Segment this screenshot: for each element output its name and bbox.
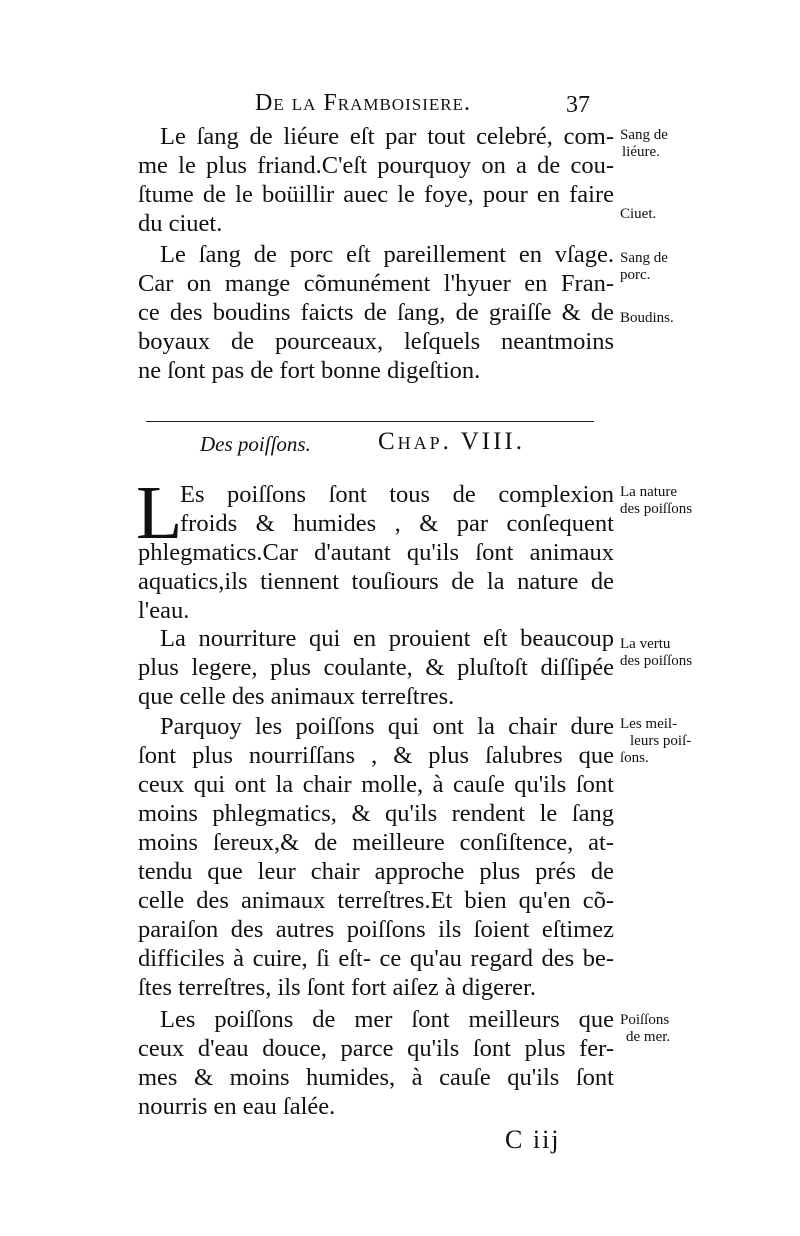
text-line: Parquoy les poiſſons qui ont la chair dure — [160, 713, 614, 740]
text-line: La nourriture qui en prouient eſt beaucoup — [160, 625, 614, 652]
text-line: Es poiſſons ſont tous de complexion — [180, 481, 614, 508]
signature-mark: C iij — [505, 1125, 561, 1154]
margin-note-ciuet — [620, 206, 730, 223]
margin-note-vertu-poissons — [620, 636, 730, 670]
text-line: Les poiſſons de mer ſont meilleurs que — [160, 1006, 614, 1033]
text-line: ſont plus nourriſſans , & plus ſalubres que — [138, 742, 614, 769]
text-line: du ciuet. — [138, 210, 223, 237]
text-line: difficiles à cuire, ſi eſt- ce qu'au regard des be- — [138, 945, 614, 972]
margin-note-sang-lievre — [620, 127, 730, 161]
paragraph-complexion — [136, 471, 614, 625]
paragraph-nourriture — [138, 624, 614, 711]
chapter-subtitle: Des poiſſons. — [200, 432, 311, 456]
margin-note-line: Poiſſons — [620, 1012, 670, 1028]
running-head: De la Framboisiere. — [255, 90, 471, 116]
drop-cap: L — [136, 471, 183, 555]
margin-note-line: des poiſſons — [620, 501, 693, 517]
margin-note-line: La vertu — [620, 636, 671, 652]
margin-note-line: porc. — [620, 267, 651, 283]
margin-note-poissons-mer — [620, 1012, 730, 1046]
text-line: paraiſon des autres poiſſons ils ſoient eſtimez — [138, 916, 614, 943]
margin-note-line: Sang de — [620, 127, 668, 143]
text-line: celle des animaux terreſtres.Et bien qu'en cõ- — [138, 887, 614, 914]
margin-note-line: liéure. — [622, 144, 660, 160]
text-line: moins phlegmatics, & qu'ils rendent le ſang — [138, 800, 614, 827]
chapter-heading — [200, 428, 620, 464]
margin-note-line: des poiſſons — [620, 653, 693, 669]
margin-note-line: Ciuet. — [620, 206, 657, 222]
margin-note-nature-poissons — [620, 484, 730, 518]
chapter-title: Chap. VIII. — [378, 428, 526, 455]
text-line: nourris en eau ſalée. — [138, 1093, 336, 1120]
page-number: 37 — [566, 92, 590, 118]
text-line: moins ſereux,& de meilleure conſiſtence, at- — [138, 829, 614, 856]
text-line: ce des boudins faicts de ſang, de graiſſe & de — [138, 299, 614, 326]
margin-note-boudins — [620, 310, 730, 327]
margin-note-line: de mer. — [626, 1029, 671, 1045]
text-line: ne ſont pas de fort bonne digeſtion. — [138, 357, 481, 384]
text-line: plus legere, plus coulante, & pluſtoſt diſſipée — [138, 654, 614, 681]
margin-note-line: La nature — [620, 484, 678, 500]
text-line: Car on mange cõmunément l'hyuer en Fran- — [138, 270, 614, 297]
margin-note-line: Boudins. — [620, 310, 674, 326]
text-line: tendu que leur chair approche plus prés de — [138, 858, 614, 885]
margin-note-sang-porc — [620, 250, 730, 284]
text-line: que celle des animaux terreſtres. — [138, 683, 455, 710]
text-line: ceux qui ont la chair molle, à cauſe qu'ils ſont — [138, 771, 614, 798]
text-line: Le ſang de liéure eſt par tout celebré, com- — [160, 123, 614, 150]
paragraph-sang-porc — [138, 240, 614, 385]
margin-note-line: ſons. — [620, 750, 649, 766]
text-line: ſtume de le boüillir auec le foye, pour en faire — [138, 181, 614, 208]
margin-note-line: Sang de — [620, 250, 668, 266]
text-line: me le plus friand.C'eſt pourquoy on a de cou- — [138, 152, 614, 179]
paragraph-chair-dure — [138, 712, 614, 1002]
text-line: froids & humides , & par conſequent — [180, 510, 614, 537]
text-line: Le ſang de porc eſt pareillement en vſage. — [160, 241, 614, 268]
text-line: ceux d'eau douce, parce qu'ils ſont plus fer- — [138, 1035, 614, 1062]
section-divider — [146, 421, 594, 422]
paragraph-sang-lievre — [138, 122, 614, 238]
text-line: aquatics,ils tiennent touſiours de la nature de — [138, 568, 614, 595]
text-line: mes & moins humides, à cauſe qu'ils ſont — [138, 1064, 614, 1091]
margin-note-line: leurs poiſ- — [630, 733, 692, 749]
text-line: l'eau. — [138, 597, 190, 624]
text-line: ſtes terreſtres, ils ſont fort aiſez à digerer. — [138, 974, 536, 1001]
text-line: boyaux de pourceaux, leſquels neantmoins — [138, 328, 614, 355]
text-line: phlegmatics.Car d'autant qu'ils ſont animaux — [138, 539, 614, 566]
margin-note-line: Les meil- — [620, 716, 678, 732]
paragraph-poissons-mer — [138, 1005, 614, 1121]
margin-note-meilleurs-poissons — [620, 716, 730, 767]
